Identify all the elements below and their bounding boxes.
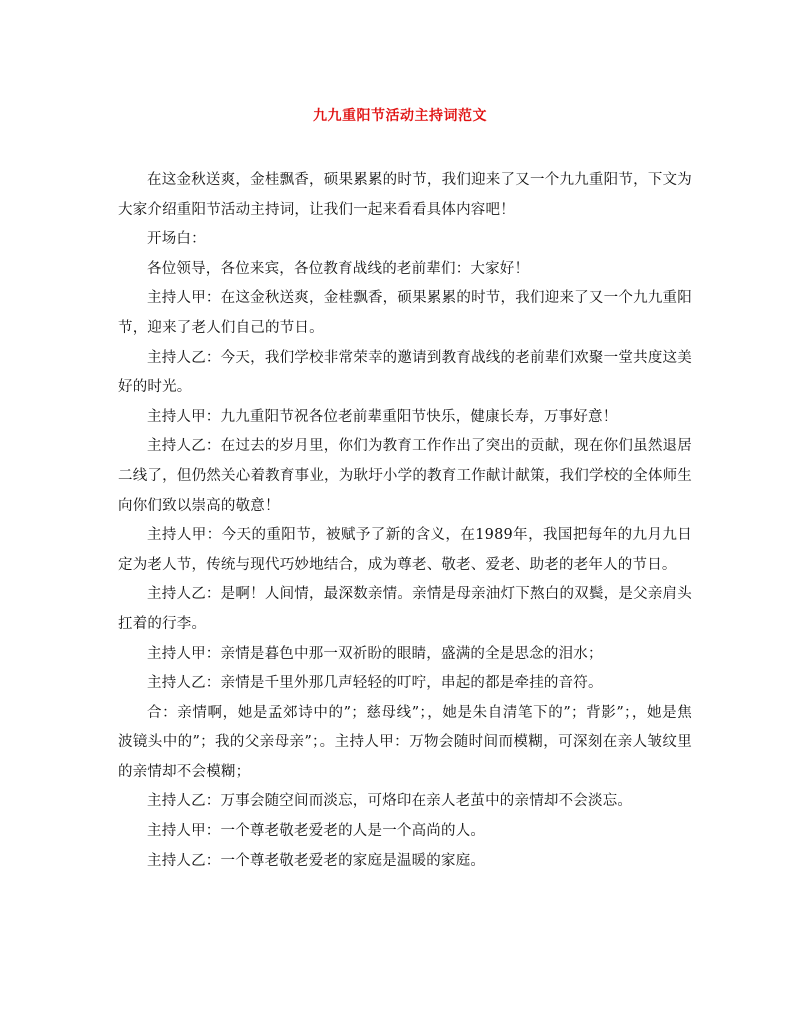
- document-title: 九九重阳节活动主持词范文: [313, 108, 487, 124]
- paragraph-host-a-5: 主持人甲：一个尊老敬老爱老的人是一个高尚的人。: [147, 823, 486, 840]
- paragraph-together: 合：亲情啊，她是孟郊诗中的”；慈母线”；，她是朱自清笔下的”；背影”；，她是焦波镜头中的”；我的父亲母亲”；。主持人甲：万物会随时间而模糊，可深刻在亲人皱纹里的亲情却不会模糊；: [118, 704, 692, 780]
- paragraph-host-a-3: 主持人甲：今天的重阳节，被赋予了新的含义，在1989年，我国把每年的九月九日定为老人节，传统与现代巧妙地结合，成为尊老、敬老、爱老、助老的老年人的节日。: [118, 527, 692, 573]
- paragraph-host-b-4: 主持人乙：亲情是千里外那几声轻轻的叮咛，串起的都是牵挂的音符。: [147, 675, 603, 692]
- paragraph-intro: 在这金秋送爽，金桂飘香，硕果累累的时节，我们迎来了又一个九九重阳节，下文为大家介绍重阳节活动主持词，让我们一起来看看具体内容吧！: [118, 172, 692, 218]
- paragraph-host-b-3: 主持人乙：是啊！人间情，最深数亲情。亲情是母亲油灯下熬白的双鬓，是父亲肩头扛着的行李。: [118, 586, 692, 632]
- paragraph-host-b-1: 主持人乙：今天，我们学校非常荣幸的邀请到教育战线的老前辈们欢聚一堂共度这美好的时光。: [118, 349, 692, 396]
- paragraph-host-a-1: 主持人甲：在这金秋送爽，金桂飘香，硕果累累的时节，我们迎来了又一个九九重阳节，迎来了老人们自己的节日。: [118, 290, 692, 336]
- document-body: [118, 166, 692, 876]
- paragraph-opening-label: 开场白：: [147, 231, 206, 248]
- paragraph-host-b-5: 主持人乙：万事会随空间而淡忘，可烙印在亲人老茧中的亲情却不会淡忘。: [147, 793, 633, 810]
- paragraph-greeting: 各位领导，各位来宾，各位教育战线的老前辈们：大家好！: [147, 260, 530, 277]
- paragraph-host-a-2: 主持人甲：九九重阳节祝各位老前辈重阳节快乐，健康长寿，万事好意！: [147, 408, 618, 425]
- paragraph-host-b-2: 主持人乙：在过去的岁月里，你们为教育工作作出了突出的贡献，现在你们虽然退居二线了，但仍然关心着教育事业，为耿圩小学的教育工作献计献策，我们学校的全体师生向你们致以崇高的敬意！: [118, 438, 692, 514]
- paragraph-host-a-4: 主持人甲：亲情是暮色中那一双祈盼的眼睛，盛满的全是思念的泪水；: [147, 645, 603, 662]
- paragraph-host-b-6: 主持人乙：一个尊老敬老爱老的家庭是温暖的家庭。: [147, 852, 486, 869]
